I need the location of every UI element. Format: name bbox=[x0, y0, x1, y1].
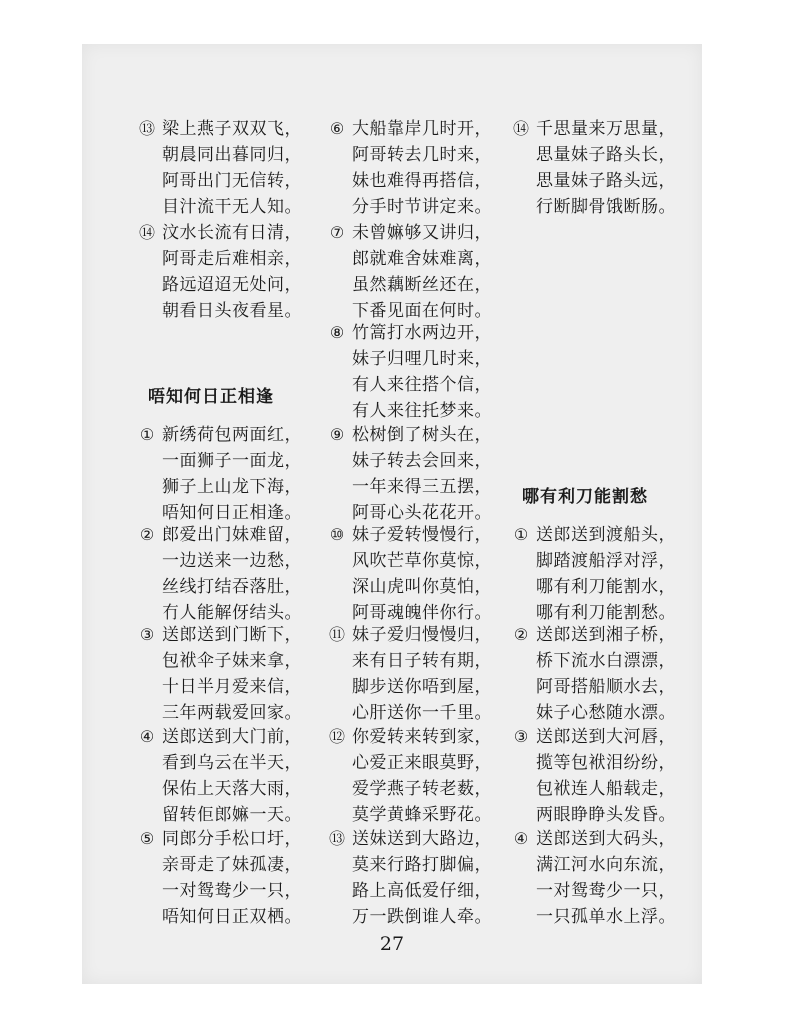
poem-line: 两眼睁睁头发昏。 bbox=[536, 805, 676, 825]
poem-number: ① bbox=[139, 425, 155, 444]
poem-line: 有人来往搭个信， bbox=[352, 375, 492, 395]
poem-number: ⑪ bbox=[328, 625, 345, 644]
poem-line: 丝线打结吞落肚， bbox=[162, 577, 302, 597]
poem-line: 同郎分手松口圩， bbox=[162, 829, 302, 849]
poem-line: 一面狮子一面龙， bbox=[162, 451, 302, 471]
poem-number: ② bbox=[513, 625, 529, 644]
poem-line: 送郎送到大码头， bbox=[536, 829, 676, 849]
poem-line: 思量妹子路头长， bbox=[536, 145, 676, 165]
poem-line: 你爱转来转到家， bbox=[352, 727, 492, 747]
poem-line: 朝看日头夜看星。 bbox=[162, 301, 302, 321]
poem-line: 莫来行路打脚偏， bbox=[352, 855, 492, 875]
poem-line: 妹子归哩几时来， bbox=[352, 349, 492, 369]
poem-line: 送郎送到门断下， bbox=[162, 625, 302, 645]
poem-line: 阿哥心头花花开。 bbox=[352, 503, 492, 523]
poem-line: 路远迢迢无处问， bbox=[162, 275, 302, 295]
poem-line: 脚步送你唔到屋， bbox=[352, 677, 492, 697]
poem-line: 一对鸳鸯少一只， bbox=[536, 881, 676, 901]
poem-line: 心爱正来眼莫野， bbox=[352, 753, 492, 773]
poem-line: 送郎送到湘子桥， bbox=[536, 625, 676, 645]
poem-line: 留转佢郎嫲一天。 bbox=[162, 805, 302, 825]
poem-line: 唔知何日正双栖。 bbox=[162, 907, 302, 927]
poem-line: 妹子心愁随水漂。 bbox=[536, 703, 676, 723]
poem-line: 竹篙打水两边开， bbox=[352, 323, 492, 343]
poem-line: 一年来得三五摆， bbox=[352, 477, 492, 497]
book-page bbox=[82, 44, 702, 984]
poem-line: 揽等包袱泪纷纷， bbox=[536, 753, 676, 773]
poem-line: 爱学燕子转老薮， bbox=[352, 779, 492, 799]
section-heading: 哪有利刀能割愁 bbox=[522, 487, 648, 507]
poem-number: ⑥ bbox=[329, 119, 345, 138]
poem-line: 深山虎叫你莫怕， bbox=[352, 577, 492, 597]
poem-line: 哪有利刀能割水， bbox=[536, 577, 676, 597]
poem-number: ⑭ bbox=[138, 223, 155, 242]
poem-line: 思量妹子路头远， bbox=[536, 171, 676, 191]
poem-line: 未曾嫲够又讲归， bbox=[352, 223, 492, 243]
poem-line: 阿哥走后难相亲， bbox=[162, 249, 302, 269]
poem-number: ① bbox=[513, 525, 529, 544]
poem-number: ⑭ bbox=[512, 119, 529, 138]
poem-line: 保佑上天落大雨， bbox=[162, 779, 302, 799]
poem-line: 行断脚骨饿断肠。 bbox=[536, 197, 676, 217]
poem-line: 妹也难得再搭信， bbox=[352, 171, 492, 191]
poem-line: 脚踏渡船浮对浮， bbox=[536, 551, 676, 571]
poem-number: ⑨ bbox=[329, 425, 345, 444]
poem-line: 送妹送到大路边， bbox=[352, 829, 492, 849]
poem-number: ⑬ bbox=[328, 829, 345, 848]
page-number: 27 bbox=[379, 933, 405, 955]
poem-number: ④ bbox=[139, 727, 155, 746]
poem-line: 哪有利刀能割愁。 bbox=[536, 603, 676, 623]
poem-line: 郎就难舍妹难离， bbox=[352, 249, 492, 269]
poem-line: 妹子爱归慢慢归， bbox=[352, 625, 492, 645]
poem-number: ⑩ bbox=[329, 525, 345, 544]
poem-line: 三年两载爱回家。 bbox=[162, 703, 302, 723]
poem-line: 阿哥魂魄伴你行。 bbox=[352, 603, 492, 623]
poem-number: ④ bbox=[513, 829, 529, 848]
poem-line: 一对鸳鸯少一只， bbox=[162, 881, 302, 901]
poem-line: 有人来往托梦来。 bbox=[352, 401, 492, 421]
poem-line: 看到乌云在半天， bbox=[162, 753, 302, 773]
poem-line: 桥下流水白漂漂， bbox=[536, 651, 676, 671]
poem-number: ⑧ bbox=[329, 323, 345, 342]
poem-number: ⑫ bbox=[328, 727, 345, 746]
poem-number: ⑤ bbox=[139, 829, 155, 848]
poem-line: 冇人能解伢结头。 bbox=[162, 603, 302, 623]
poem-line: 大船靠岸几时开， bbox=[352, 119, 492, 139]
poem-line: 目汁流干无人知。 bbox=[162, 197, 302, 217]
poem-line: 路上高低爱仔细， bbox=[352, 881, 492, 901]
poem-number: ③ bbox=[139, 625, 155, 644]
poem-line: 唔知何日正相逢。 bbox=[162, 503, 302, 523]
poem-line: 妹子爱转慢慢行， bbox=[352, 525, 492, 545]
poem-line: 万一跌倒谁人牵。 bbox=[352, 907, 492, 927]
poem-line: 莫学黄蜂采野花。 bbox=[352, 805, 492, 825]
poem-line: 妹子转去会回来， bbox=[352, 451, 492, 471]
poem-line: 满江河水向东流， bbox=[536, 855, 676, 875]
section-heading: 唔知何日正相逢 bbox=[148, 387, 274, 407]
poem-line: 一只孤单水上浮。 bbox=[536, 907, 676, 927]
poem-line: 汶水长流有日清， bbox=[162, 223, 302, 243]
poem-line: 阿哥出门无信转， bbox=[162, 171, 302, 191]
poem-line: 新绣荷包两面红， bbox=[162, 425, 302, 445]
poem-line: 十日半月爱来信， bbox=[162, 677, 302, 697]
poem-line: 亲哥走了妹孤凄， bbox=[162, 855, 302, 875]
poem-number: ③ bbox=[513, 727, 529, 746]
poem-line: 一边送来一边愁， bbox=[162, 551, 302, 571]
poem-line: 郎爱出门妹难留， bbox=[162, 525, 302, 545]
poem-line: 包袱连人船载走， bbox=[536, 779, 676, 799]
poem-number: ② bbox=[139, 525, 155, 544]
poem-line: 送郎送到大河唇， bbox=[536, 727, 676, 747]
poem-line: 阿哥转去几时来， bbox=[352, 145, 492, 165]
poem-line: 虽然藕断丝还在， bbox=[352, 275, 492, 295]
poem-line: 分手时节讲定来。 bbox=[352, 197, 492, 217]
poem-line: 松树倒了树头在， bbox=[352, 425, 492, 445]
poem-line: 送郎送到大门前， bbox=[162, 727, 302, 747]
poem-line: 朝晨同出暮同归， bbox=[162, 145, 302, 165]
poem-number: ⑬ bbox=[138, 119, 155, 138]
poem-line: 千思量来万思量， bbox=[536, 119, 676, 139]
poem-line: 梁上燕子双双飞， bbox=[162, 119, 302, 139]
poem-line: 心肝送你一千里。 bbox=[352, 703, 492, 723]
poem-line: 下番见面在何时。 bbox=[352, 301, 492, 321]
poem-line: 来有日子转有期， bbox=[352, 651, 492, 671]
poem-line: 风吹芒草你莫惊， bbox=[352, 551, 492, 571]
poem-line: 狮子上山龙下海， bbox=[162, 477, 302, 497]
poem-line: 阿哥搭船顺水去， bbox=[536, 677, 676, 697]
poem-number: ⑦ bbox=[329, 223, 345, 242]
poem-line: 包袱伞子妹来拿， bbox=[162, 651, 302, 671]
poem-line: 送郎送到渡船头， bbox=[536, 525, 676, 545]
